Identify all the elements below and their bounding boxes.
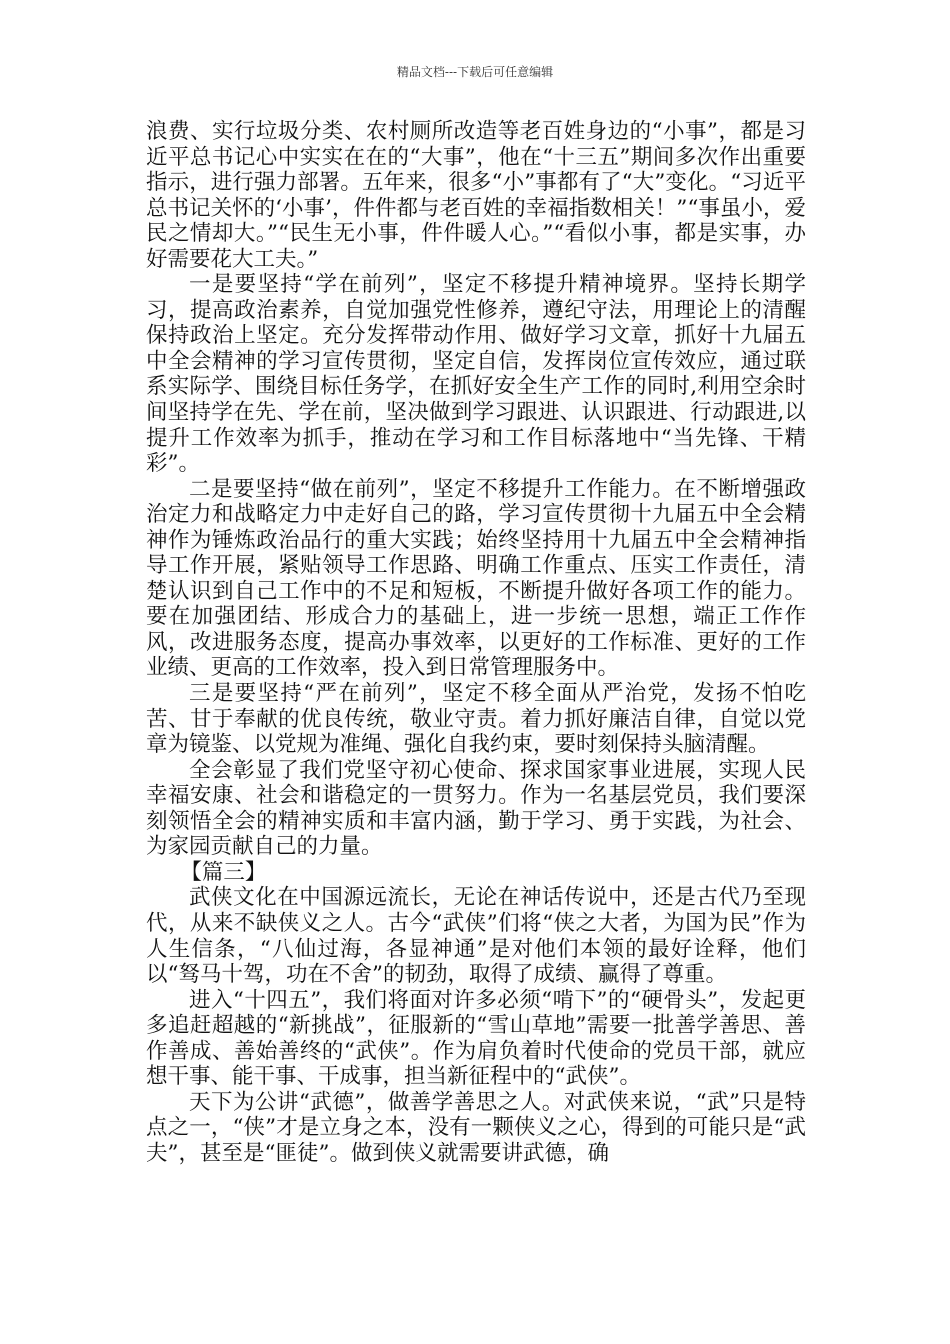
paragraph-fourteenth-five: 进入“十四五”，我们将面对许多必须“啃下”的“硬骨头”，发起更多追赶超越的“新挑战”，征服新的“雪山草地”需要一批善学善思、善作善成、善始善终的“武侠”。作为肩负着时代使命的党员干部，就应想干事、能干事、干成事，担当新征程中的“武侠”。 [146,987,806,1090]
paragraph-continuation: 浪费、实行垃圾分类、农村厕所改造等老百姓身边的“小事”，都是习近平总书记心中实实在在的“大事”，他在“十三五”期间多次作出重要指示，进行强力部署。五年来，很多“小”事都有了“大”变化。“习近平总书记关怀的‘小事’，件件都与老百姓的幸福指数相关！”“事虽小，爱民之情却大。”“民生无小事，件件暖人心。”“看似小事，都是实事，办好需要花大工夫。” [146,119,806,272]
paragraph-study-first: 一是要坚持“学在前列”，坚定不移提升精神境界。坚持长期学习，提高政治素养，自觉加强党性修养，遵纪守法，用理论上的清醒保持政治上坚定。充分发挥带动作用、做好学习文章，抓好十九届五中全会精神的学习宣传贯彻，坚定自信，发挥岗位宣传效应，通过联系实际学、围绕目标任务学，在抓好安全生产工作的同时,利用空余时间坚持学在先、学在前，坚决做到学习跟进、认识跟进、行动跟进,以提升工作效率为抓手，推动在学习和工作目标落地中“当先锋、干精彩”。 [146,272,806,477]
paragraph-strict-first: 三是要坚持“严在前列”，坚定不移全面从严治党，发扬不怕吃苦、甘于奉献的优良传统，敬业守责。着力抓好廉洁自律，自觉以党章为镜鉴、以党规为准绳、强化自我约束，要时刻保持头脑清醒。 [146,681,806,758]
document-body [146,119,806,1166]
paragraph-martial-virtue: 天下为公讲“武德”，做善学善思之人。对武侠来说，“武”只是特点之一，“侠”才是立身之本，没有一颗侠义之心，得到的可能只是“武夫”，甚至是“匪徒”。做到侠义就需要讲武德，确 [146,1089,806,1166]
paragraph-wuxia-culture: 武侠文化在中国源远流长，无论在神话传说中，还是古代乃至现代，从来不缺侠义之人。古今“武侠”们将“侠之大者，为国为民”作为人生信条，“八仙过海，各显神通”是对他们本领的最好诠释，他们以“驽马十驾，功在不舍”的韧劲，取得了成绩、赢得了尊重。 [146,885,806,988]
page-header: 精品文档---下载后可任意编辑 [396,65,554,79]
paragraph-work-first: 二是要坚持“做在前列”，坚定不移提升工作能力。在不断增强政治定力和战略定力中走好自己的路，学习宣传贯彻十九届五中全会精神作为锤炼政治品行的重大实践；始终坚持用十九届五中全会精神指导工作开展，紧贴领导工作思路、明确工作重点、压实工作责任，清楚认识到自己工作中的不足和短板，不断提升做好各项工作的能力。要在加强团结、形成合力的基础上，进一步统一思想，端正工作作风，改进服务态度，提高办事效率，以更好的工作标准、更好的工作业绩、更高的工作效率，投入到日常管理服务中。 [146,476,806,681]
section-heading: 【篇三】 [180,859,267,885]
paragraph-plenary-summary: 全会彰显了我们党坚守初心使命、探求国家事业进展，实现人民幸福安康、社会和谐稳定的一贯努力。作为一名基层党员，我们要深刻领悟全会的精神实质和丰富内涵，勤于学习、勇于实践，为社会、为家园贡献自己的力量。 [146,757,806,860]
